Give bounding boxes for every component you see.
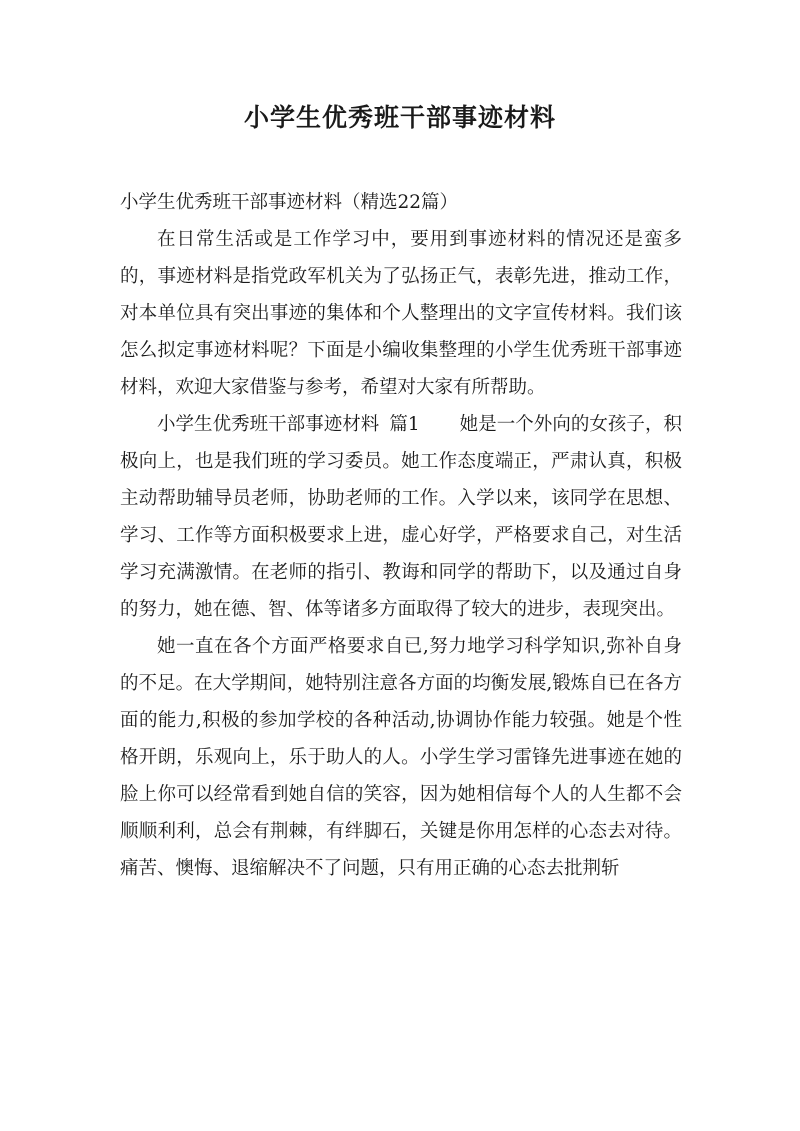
section-1-text: 她是一个外向的女孩子，积极向上，也是我们班的学习委员。她工作态度端正，严肃认真，积极主动帮助辅导员老师，协助老师的工作。入学以来，该同学在思想、学习、工作等方面积极要求上进，虚心好学，严格要求自己，对生活学习充满激情。在老师的指引、教诲和同学的帮助下，以及通过自身的努力，她在德、智、体等诸多方面取得了较大的进步，表现突出。: [120, 414, 682, 620]
document-subtitle: 小学生优秀班干部事迹材料（精选22篇）: [120, 192, 459, 213]
intro-paragraph: 在日常生活或是工作学习中，要用到事迹材料的情况还是蛮多的，事迹材料是指党政军机关为了弘扬正气，表彰先进，推动工作，对本单位具有突出事迹的集体和个人整理出的文字宣传材料。我们该怎么拟定事迹材料呢？下面是小编收集整理的小学生优秀班干部事迹材料，欢迎大家借鉴与参考，希望对大家有所帮助。: [120, 229, 682, 398]
section-1-paragraph: [120, 406, 682, 628]
document-body: [120, 184, 682, 887]
section-1-part-label: 篇1: [389, 414, 420, 435]
document-title: 小学生优秀班干部事迹材料: [243, 103, 556, 132]
section-1-heading: 小学生优秀班干部事迹材料: [157, 414, 380, 435]
paragraph-2: 她一直在各个方面严格要求自已,努力地学习科学知识,弥补自身的不足。在大学期间，她特别注意各方面的均衡发展,锻炼自已在各方面的能力,积极的参加学校的各种活动,协调协作能力较强。她是个性格开朗，乐观向上，乐于助人的人。小学生学习雷锋先进事迹在她的脸上你可以经常看到她自信的笑容，因为她相信每个人的人生都不会顺顺利利，总会有荆棘，有绊脚石，关键是你用怎样的心态去对待。痛苦、懊悔、退缩解决不了问题，只有用正确的心态去批荆斩: [120, 636, 682, 879]
